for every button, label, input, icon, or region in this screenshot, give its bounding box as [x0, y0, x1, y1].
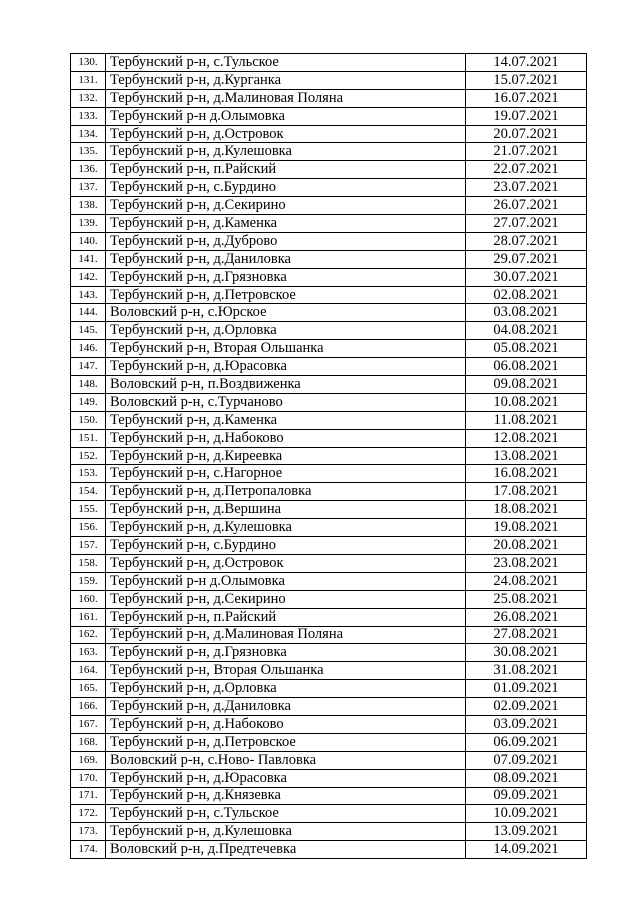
row-number: 166.: [71, 698, 106, 716]
table-row: [71, 805, 587, 823]
row-number: 154.: [71, 483, 106, 501]
row-location: Тербунский р-н, п.Райский: [106, 608, 466, 626]
row-number: 149.: [71, 393, 106, 411]
row-number: 131.: [71, 71, 106, 89]
row-date: 10.08.2021: [466, 393, 587, 411]
row-location: Тербунский р-н, д.Кулешовка: [106, 519, 466, 537]
row-location: Тербунский р-н, д.Даниловка: [106, 250, 466, 268]
row-location: Тербунский р-н, Вторая Ольшанка: [106, 340, 466, 358]
row-number: 163.: [71, 644, 106, 662]
row-location: Тербунский р-н, д.Набоково: [106, 715, 466, 733]
row-location: Воловский р-н, п.Воздвиженка: [106, 376, 466, 394]
table-row: [71, 250, 587, 268]
row-date: 09.08.2021: [466, 376, 587, 394]
row-number: 150.: [71, 411, 106, 429]
table-row: [71, 751, 587, 769]
table-row: [71, 89, 587, 107]
table-row: [71, 393, 587, 411]
row-number: 132.: [71, 89, 106, 107]
row-location: Тербунский р-н, д.Секирино: [106, 197, 466, 215]
row-number: 158.: [71, 554, 106, 572]
row-date: 04.08.2021: [466, 322, 587, 340]
row-date: 10.09.2021: [466, 805, 587, 823]
row-location: Тербунский р-н, д.Малиновая Поляна: [106, 89, 466, 107]
row-number: 135.: [71, 143, 106, 161]
row-number: 136.: [71, 161, 106, 179]
row-date: 16.07.2021: [466, 89, 587, 107]
row-location: Тербунский р-н, д.Островок: [106, 554, 466, 572]
table-row: [71, 483, 587, 501]
row-location: Тербунский р-н, д.Курганка: [106, 71, 466, 89]
table-row: [71, 787, 587, 805]
row-date: 30.07.2021: [466, 268, 587, 286]
table-row: [71, 644, 587, 662]
row-number: 133.: [71, 107, 106, 125]
row-date: 12.08.2021: [466, 429, 587, 447]
row-location: Тербунский р-н, д.Дуброво: [106, 232, 466, 250]
row-number: 169.: [71, 751, 106, 769]
row-number: 153.: [71, 465, 106, 483]
row-date: 18.08.2021: [466, 501, 587, 519]
row-number: 174.: [71, 841, 106, 859]
row-location: Воловский р-н, с.Турчаново: [106, 393, 466, 411]
row-number: 152.: [71, 447, 106, 465]
row-date: 24.08.2021: [466, 572, 587, 590]
row-date: 03.09.2021: [466, 715, 587, 733]
row-location: Тербунский р-н, д.Киреевка: [106, 447, 466, 465]
row-location: Тербунский р-н, д.Петровское: [106, 733, 466, 751]
row-date: 05.08.2021: [466, 340, 587, 358]
row-number: 134.: [71, 125, 106, 143]
row-number: 141.: [71, 250, 106, 268]
row-location: Тербунский р-н, с.Нагорное: [106, 465, 466, 483]
row-number: 144.: [71, 304, 106, 322]
row-date: 17.08.2021: [466, 483, 587, 501]
row-number: 138.: [71, 197, 106, 215]
row-location: Тербунский р-н, д.Островок: [106, 125, 466, 143]
table-row: [71, 465, 587, 483]
table-row: [71, 322, 587, 340]
row-date: 28.07.2021: [466, 232, 587, 250]
row-number: 140.: [71, 232, 106, 250]
table-row: [71, 715, 587, 733]
row-number: 137.: [71, 179, 106, 197]
row-date: 13.09.2021: [466, 823, 587, 841]
table-row: [71, 125, 587, 143]
row-number: 145.: [71, 322, 106, 340]
row-number: 146.: [71, 340, 106, 358]
row-date: 26.07.2021: [466, 197, 587, 215]
table-row: [71, 447, 587, 465]
row-number: 142.: [71, 268, 106, 286]
row-location: Тербунский р-н, д.Вершина: [106, 501, 466, 519]
table-row: [71, 841, 587, 859]
row-location: Тербунский р-н д.Олымовка: [106, 107, 466, 125]
row-location: Тербунский р-н, д.Юрасовка: [106, 769, 466, 787]
row-date: 02.09.2021: [466, 698, 587, 716]
table-row: [71, 429, 587, 447]
row-date: 06.09.2021: [466, 733, 587, 751]
table-row: [71, 501, 587, 519]
row-location: Тербунский р-н, Вторая Ольшанка: [106, 662, 466, 680]
table-row: [71, 232, 587, 250]
row-number: 173.: [71, 823, 106, 841]
row-number: 151.: [71, 429, 106, 447]
row-location: Тербунский р-н, д.Каменка: [106, 215, 466, 233]
table-row: [71, 680, 587, 698]
row-location: Тербунский р-н, с.Бурдино: [106, 537, 466, 555]
row-date: 08.09.2021: [466, 769, 587, 787]
table-row: [71, 554, 587, 572]
row-location: Тербунский р-н, д.Грязновка: [106, 268, 466, 286]
row-location: Тербунский р-н, д.Грязновка: [106, 644, 466, 662]
row-number: 130.: [71, 54, 106, 72]
row-number: 139.: [71, 215, 106, 233]
row-location: Тербунский р-н, д.Каменка: [106, 411, 466, 429]
table-row: [71, 143, 587, 161]
table-row: [71, 54, 587, 72]
row-date: 14.07.2021: [466, 54, 587, 72]
table-row: [71, 215, 587, 233]
row-number: 162.: [71, 626, 106, 644]
row-date: 30.08.2021: [466, 644, 587, 662]
row-number: 143.: [71, 286, 106, 304]
row-date: 22.07.2021: [466, 161, 587, 179]
row-date: 29.07.2021: [466, 250, 587, 268]
table-row: [71, 161, 587, 179]
row-date: 03.08.2021: [466, 304, 587, 322]
row-date: 13.08.2021: [466, 447, 587, 465]
row-number: 159.: [71, 572, 106, 590]
table-row: [71, 197, 587, 215]
row-date: 07.09.2021: [466, 751, 587, 769]
row-number: 155.: [71, 501, 106, 519]
table-row: [71, 608, 587, 626]
row-date: 23.08.2021: [466, 554, 587, 572]
row-date: 15.07.2021: [466, 71, 587, 89]
row-date: 01.09.2021: [466, 680, 587, 698]
table-row: [71, 626, 587, 644]
table-row: [71, 358, 587, 376]
row-date: 27.07.2021: [466, 215, 587, 233]
row-location: Воловский р-н, с.Ново- Павловка: [106, 751, 466, 769]
row-number: 170.: [71, 769, 106, 787]
table-row: [71, 107, 587, 125]
row-number: 147.: [71, 358, 106, 376]
row-number: 165.: [71, 680, 106, 698]
table-row: [71, 71, 587, 89]
row-location: Тербунский р-н, д.Кулешовка: [106, 823, 466, 841]
row-date: 27.08.2021: [466, 626, 587, 644]
row-date: 06.08.2021: [466, 358, 587, 376]
table-row: [71, 304, 587, 322]
table-row: [71, 376, 587, 394]
row-date: 11.08.2021: [466, 411, 587, 429]
table-row: [71, 662, 587, 680]
table-row: [71, 590, 587, 608]
row-location: Тербунский р-н, д.Петропаловка: [106, 483, 466, 501]
table-row: [71, 519, 587, 537]
row-date: 16.08.2021: [466, 465, 587, 483]
row-date: 25.08.2021: [466, 590, 587, 608]
row-date: 23.07.2021: [466, 179, 587, 197]
table-row: [71, 572, 587, 590]
row-date: 20.07.2021: [466, 125, 587, 143]
table-row: [71, 179, 587, 197]
row-number: 171.: [71, 787, 106, 805]
row-date: 31.08.2021: [466, 662, 587, 680]
row-location: Воловский р-н, д.Предтечевка: [106, 841, 466, 859]
row-number: 157.: [71, 537, 106, 555]
row-date: 09.09.2021: [466, 787, 587, 805]
table-row: [71, 769, 587, 787]
row-location: Воловский р-н, с.Юрское: [106, 304, 466, 322]
table-row: [71, 411, 587, 429]
row-number: 164.: [71, 662, 106, 680]
row-location: Тербунский р-н, д.Малиновая Поляна: [106, 626, 466, 644]
table-row: [71, 698, 587, 716]
row-number: 161.: [71, 608, 106, 626]
row-number: 168.: [71, 733, 106, 751]
row-location: Тербунский р-н, д.Петровское: [106, 286, 466, 304]
row-location: Тербунский р-н, д.Орловка: [106, 680, 466, 698]
row-date: 02.08.2021: [466, 286, 587, 304]
table-row: [71, 286, 587, 304]
schedule-table-body: [71, 54, 587, 859]
row-date: 20.08.2021: [466, 537, 587, 555]
row-number: 156.: [71, 519, 106, 537]
table-row: [71, 340, 587, 358]
schedule-table: [70, 53, 587, 859]
row-location: Тербунский р-н д.Олымовка: [106, 572, 466, 590]
table-row: [71, 537, 587, 555]
row-date: 21.07.2021: [466, 143, 587, 161]
row-location: Тербунский р-н, д.Орловка: [106, 322, 466, 340]
row-number: 160.: [71, 590, 106, 608]
table-row: [71, 823, 587, 841]
row-date: 19.08.2021: [466, 519, 587, 537]
row-location: Тербунский р-н, с.Тульское: [106, 805, 466, 823]
row-location: Тербунский р-н, д.Юрасовка: [106, 358, 466, 376]
row-location: Тербунский р-н, п.Райский: [106, 161, 466, 179]
row-location: Тербунский р-н, с.Тульское: [106, 54, 466, 72]
row-location: Тербунский р-н, д.Князевка: [106, 787, 466, 805]
row-location: Тербунский р-н, д.Секирино: [106, 590, 466, 608]
row-number: 172.: [71, 805, 106, 823]
row-location: Тербунский р-н, д.Кулешовка: [106, 143, 466, 161]
row-date: 19.07.2021: [466, 107, 587, 125]
table-row: [71, 268, 587, 286]
row-location: Тербунский р-н, с.Бурдино: [106, 179, 466, 197]
row-number: 148.: [71, 376, 106, 394]
row-date: 26.08.2021: [466, 608, 587, 626]
row-location: Тербунский р-н, д.Набоково: [106, 429, 466, 447]
row-number: 167.: [71, 715, 106, 733]
table-row: [71, 733, 587, 751]
row-date: 14.09.2021: [466, 841, 587, 859]
row-location: Тербунский р-н, д.Даниловка: [106, 698, 466, 716]
